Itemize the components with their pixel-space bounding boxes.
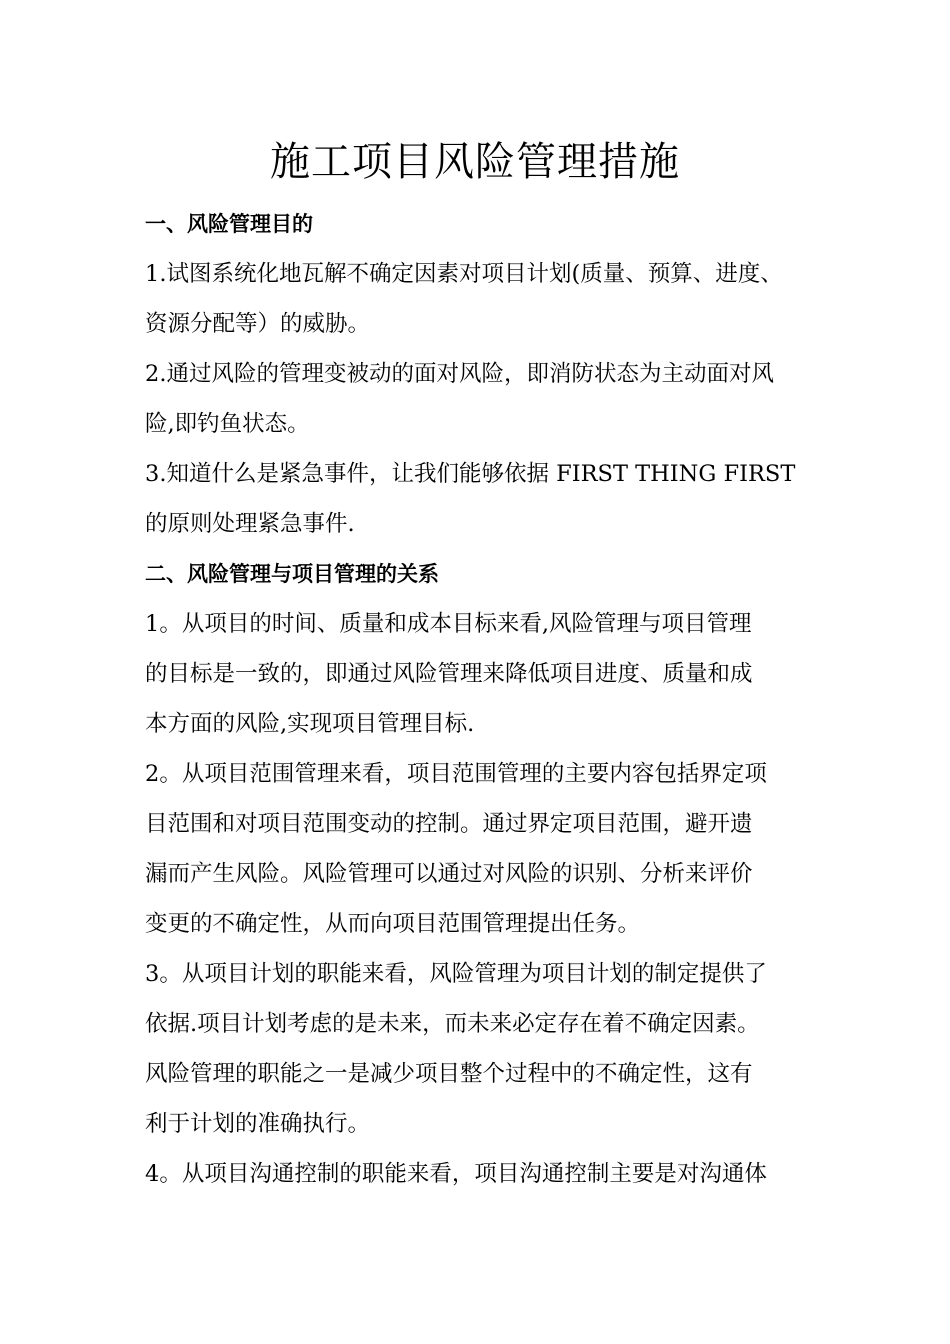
paragraph-line: 本方面的风险,实现项目管理目标. [145,711,475,737]
paragraph-line: 漏而产生风险。风险管理可以通过对风险的识别、分析来评价 [145,861,753,887]
paragraph-line: 资源分配等）的威胁。 [145,311,371,337]
paragraph-line: 4。从项目沟通控制的职能来看，项目沟通控制主要是对沟通体 [145,1161,767,1187]
paragraph-line: 利于计划的准确执行。 [145,1111,371,1137]
section-heading-2: 二、风险管理与项目管理的关系 [145,562,439,586]
paragraph-line: 的目标是一致的，即通过风险管理来降低项目进度、质量和成 [145,661,753,687]
paragraph-line: 依据.项目计划考虑的是未来，而未来必定存在着不确定因素。 [145,1011,760,1037]
paragraph-line: 3.知道什么是紧急事件，让我们能够依据 FIRST THING FIRST [145,461,796,487]
paragraph-line: 变更的不确定性，从而向项目范围管理提出任务。 [145,911,641,937]
paragraph-line: 2.通过风险的管理变被动的面对风险，即消防状态为主动面对风 [145,361,774,387]
paragraph-line: 3。从项目计划的职能来看，风险管理为项目计划的制定提供了 [145,961,767,987]
paragraph-line: 2。从项目范围管理来看，项目范围管理的主要内容包括界定项 [145,761,767,787]
paragraph-line: 的原则处理紧急事件. [145,511,355,537]
paragraph-line: 风险管理的职能之一是减少项目整个过程中的不确定性，这有 [145,1061,753,1087]
section-heading-1: 一、风险管理目的 [145,212,313,236]
paragraph-line: 目范围和对项目范围变动的控制。通过界定项目范围，避开遗 [145,811,753,837]
document-title: 施工项目风险管理措施 [270,139,680,185]
paragraph-line: 1。从项目的时间、质量和成本目标来看,风险管理与项目管理 [145,611,752,637]
paragraph-line: 1.试图系统化地瓦解不确定因素对项目计划(质量、预算、进度、 [145,261,783,287]
paragraph-line: 险,即钓鱼状态。 [145,411,310,437]
